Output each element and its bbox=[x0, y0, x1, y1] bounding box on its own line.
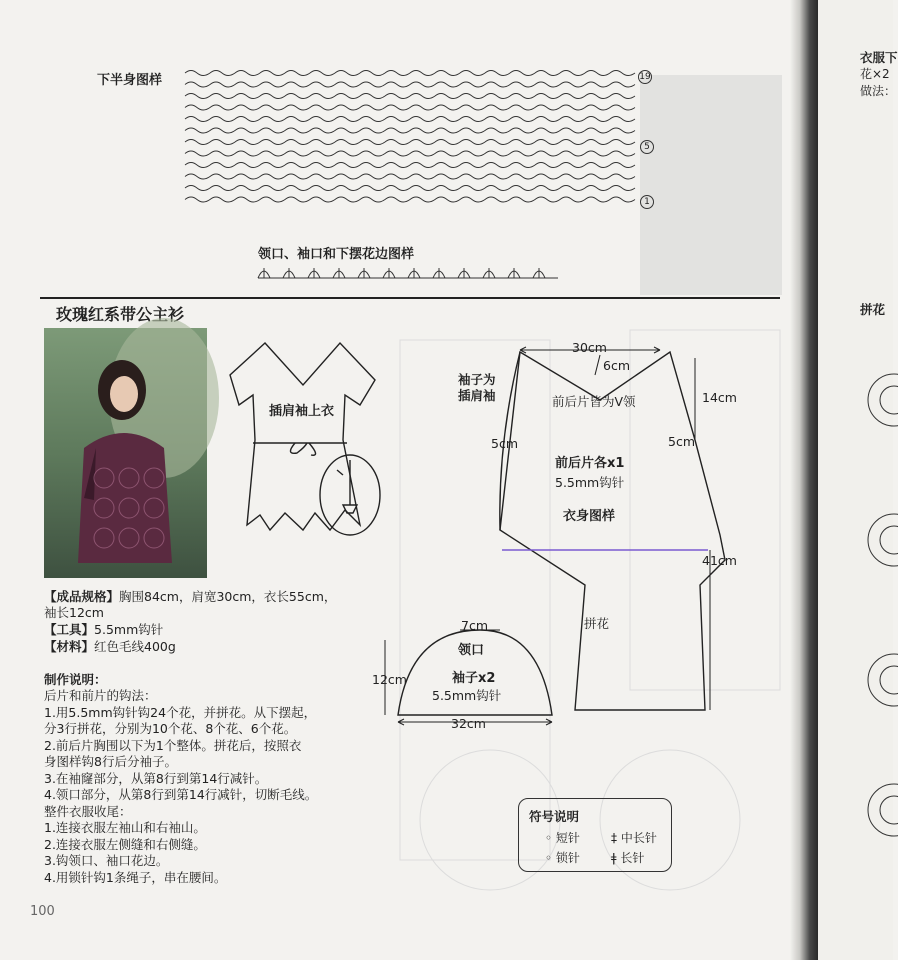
stitch-row bbox=[185, 174, 635, 179]
spec-size-value-2: 袖长12cm bbox=[44, 605, 104, 620]
legend-item-ch bbox=[545, 849, 580, 866]
section-divider bbox=[40, 297, 780, 299]
right-page-line2: 花×2 bbox=[860, 67, 890, 81]
instruction-line: 1.连接衣服左袖山和右袖山。 bbox=[44, 820, 206, 835]
edging-stitch-chart bbox=[250, 262, 560, 282]
instruction-line: 2.连接衣服左侧缝和右侧缝。 bbox=[44, 836, 206, 852]
row-marker-1: 1 bbox=[640, 195, 654, 209]
stitch-row bbox=[185, 197, 635, 202]
edging-shell bbox=[533, 268, 558, 278]
symbol-legend bbox=[518, 798, 672, 872]
edging-shell bbox=[333, 268, 358, 278]
instruction-line: 身图样钩8行后分袖子。 bbox=[44, 754, 177, 769]
instruction-line: 分3行拼花，分别为10个花、8个花、6个花。 bbox=[44, 721, 297, 736]
v-neck-note: 前后片皆为V领 bbox=[552, 394, 636, 409]
panel-label: 前后片各x1 bbox=[555, 456, 625, 471]
legend-item-hdc bbox=[611, 829, 657, 846]
instruction-line: 4.用锁针钩1条绳子，串在腰间。 bbox=[44, 869, 227, 885]
edging-shell bbox=[283, 268, 308, 278]
spec-materials-label: 【材料】 bbox=[44, 639, 95, 654]
edging-shell bbox=[508, 268, 533, 278]
stitch-row bbox=[185, 128, 635, 133]
instructions-title: 制作说明： bbox=[44, 672, 107, 687]
right-page-top-label: 衣服下 bbox=[860, 50, 898, 65]
spec-size-label: 【成品规格】 bbox=[44, 589, 120, 604]
sleeve-width-measure: 32cm bbox=[451, 716, 486, 731]
edging-shell bbox=[383, 268, 408, 278]
spec-tools-label: 【工具】 bbox=[44, 622, 95, 637]
legend-symbol: ◦ bbox=[545, 851, 553, 865]
right-side-measure: 5cm bbox=[668, 434, 696, 449]
edging-shell bbox=[458, 268, 483, 278]
stitch-row bbox=[185, 186, 635, 191]
stitch-row bbox=[185, 163, 635, 168]
lower-body-stitch-chart bbox=[180, 65, 655, 215]
spec-materials-value: 红色毛线400g bbox=[94, 639, 176, 654]
stitch-row bbox=[185, 140, 635, 145]
instruction-line: 2.前后片胸围以下为1个整体。拼花后，按照衣 bbox=[44, 737, 302, 753]
spec-size-value: 胸围84cm，肩宽30cm，衣长55cm， bbox=[119, 589, 337, 604]
legend-title: 符号说明 bbox=[529, 809, 580, 824]
legend-item-dc bbox=[611, 849, 644, 866]
legend-label: 短针 bbox=[555, 831, 580, 845]
spec-tools-value: 5.5mm钩针 bbox=[94, 622, 164, 637]
instruction-line: 后片和前片的钩法： bbox=[44, 688, 157, 703]
sleeve-hook: 5.5mm钩针 bbox=[432, 688, 502, 703]
legend-label: 锁针 bbox=[555, 851, 580, 865]
model-photo bbox=[44, 328, 207, 578]
instruction-line: 整件衣服收尾： bbox=[44, 803, 132, 819]
sleeve-note-2: 插肩袖 bbox=[458, 388, 496, 403]
book-spine-shadow bbox=[790, 0, 818, 960]
edging-shell bbox=[483, 268, 508, 278]
legend-symbol: ◦ bbox=[545, 831, 553, 845]
body-pattern-label: 衣身图样 bbox=[563, 509, 616, 524]
lower-body-chart-label: 下半身图样 bbox=[97, 73, 163, 88]
page-number: 100 bbox=[30, 904, 55, 919]
motif-label: 拼花 bbox=[584, 616, 610, 631]
right-page bbox=[818, 0, 898, 960]
sleeve-note-1: 袖子为 bbox=[458, 372, 496, 387]
stitch-row bbox=[185, 117, 635, 122]
stitch-row bbox=[185, 151, 635, 156]
row-marker-5: 5 bbox=[640, 140, 654, 154]
garment-sketch bbox=[225, 335, 400, 550]
legend-symbol: ǂ bbox=[611, 851, 617, 865]
panel-hook: 5.5mm钩针 bbox=[555, 475, 625, 490]
collar-width-measure: 7cm bbox=[461, 618, 489, 633]
legend-symbol: ‡ bbox=[611, 831, 617, 845]
instruction-line: 3.钩领口、袖口花边。 bbox=[44, 853, 169, 868]
edging-shell bbox=[408, 268, 433, 278]
stitch-row bbox=[185, 105, 635, 110]
section-title: 玫瑰红系带公主衫 bbox=[56, 305, 185, 324]
sleeve-height-measure: 12cm bbox=[372, 672, 407, 687]
stitch-row bbox=[185, 94, 635, 99]
edging-shell bbox=[308, 268, 333, 278]
edging-shell bbox=[358, 268, 383, 278]
edging-shell bbox=[433, 268, 458, 278]
row-marker-19: 19 bbox=[639, 72, 651, 82]
instructions-list bbox=[44, 688, 317, 886]
right-page-motif-label: 拼花 bbox=[860, 302, 886, 317]
edging-chart-label: 领口、袖口和下摆花边图样 bbox=[258, 247, 415, 262]
spec-tools bbox=[44, 622, 163, 639]
lower-length-measure: 41cm bbox=[702, 553, 737, 568]
show-through-photo bbox=[640, 75, 782, 295]
instruction-line: 4.领口部分，从第8行到第14行减针，切断毛线。 bbox=[44, 787, 318, 802]
edging-shell bbox=[258, 268, 283, 278]
instruction-line: 1.用5.5mm钩针钩24个花，并拼花。从下摆起， bbox=[44, 704, 317, 720]
armhole-measure: 14cm bbox=[702, 390, 737, 405]
spec-materials bbox=[44, 639, 176, 656]
neck-depth: 6cm bbox=[603, 358, 631, 373]
sketch-label: 插肩袖上衣 bbox=[269, 404, 335, 419]
sleeve-label: 袖子x2 bbox=[452, 671, 496, 686]
top-width: 30cm bbox=[572, 340, 607, 355]
right-page-motif-charts bbox=[862, 360, 893, 920]
legend-label: 中长针 bbox=[620, 831, 657, 845]
instruction-line: 3.在袖窿部分，从第8行到第14行减针。 bbox=[44, 770, 268, 786]
right-page-line3: 做法： bbox=[860, 84, 897, 98]
legend-item-sc bbox=[545, 829, 580, 846]
stitch-row bbox=[185, 71, 635, 76]
legend-label: 长针 bbox=[620, 851, 645, 865]
stitch-row bbox=[185, 82, 635, 87]
spec-size bbox=[44, 589, 336, 606]
collar-label: 领口 bbox=[458, 643, 485, 658]
left-side-measure: 5cm bbox=[491, 436, 519, 451]
